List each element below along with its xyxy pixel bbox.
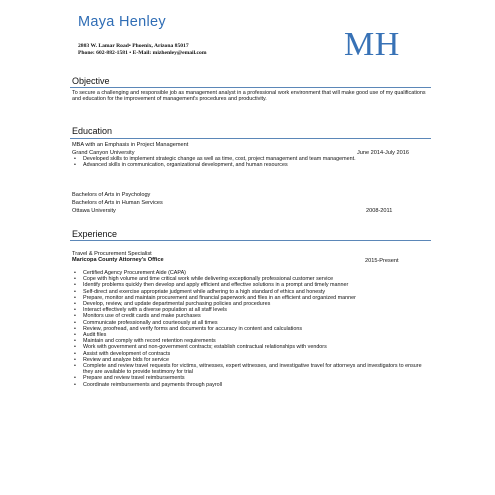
list-item: • Coordinate reimbursements and payments through payroll [72,382,430,388]
degree-psychology: Bachelors of Arts in Psychology [72,192,151,198]
contact-block [78,43,207,57]
list-item: • Complete and review travel requests for victims, witnesses, expert witnesses, and investigative travel for attorneys and investigators to ensure they are available to provide testimony for trial [72,363,430,375]
school-ottawa: Ottawa University [72,208,116,214]
list-item: • Review, proofread, and verify forms and documents for accuracy in content and calculations [72,326,430,332]
school-gcu: Grand Canyon University [72,150,135,156]
list-item: • Developed skills to implement strategic change as well as time, cost, project management and team management. [72,156,430,162]
experience-bullets [72,270,430,388]
degree-mba: MBA with an Emphasis in Project Management [72,142,189,148]
list-item: • Develop, review, and update departmental purchasing policies and procedures [72,301,430,307]
objective-text: To secure a challenging and responsible job as management analyst in a professional work environment that will make good use of my qualifications and education for the improvement of management's procedures and productivity. [72,90,426,103]
experience-divider [70,240,431,241]
list-item: • Assist with development of contracts [72,351,430,357]
experience-heading: Experience [72,229,118,239]
list-item: • Prepare, monitor and maintain procurement and financial paperwork and files in an efficient and organized manner [72,295,430,301]
applicant-name: Maya Henley [78,14,166,30]
dates-ottawa: 2008-2011 [366,208,393,214]
dates-gcu: June 2014-July 2016 [357,150,409,156]
education-bullets [72,156,430,168]
list-item: • Work with government and non-government contracts; establish contractual relationships with vendors [72,344,430,350]
degree-human-services: Bachelors of Arts in Human Services [72,200,163,206]
list-item: • Monitors use of credit cards and make purchases [72,313,430,319]
education-divider [70,138,431,139]
list-item: • Cope with high volume and time critical work while delivering exceptionally professional customer service [72,276,430,282]
job-title: Travel & Procurement Specialist [72,251,152,257]
job-dates: 2015-Present [365,258,399,264]
list-item: • Prepare and review travel reimbursements [72,375,430,381]
address-line: 2803 W. Lamar Road• Phoenix, Arizona 85017 [78,43,189,49]
list-item: • Self-direct and exercise appropriate judgment while adhering to a high standard of ethics and honesty [72,289,430,295]
list-item: • Audit files [72,332,430,338]
list-item: • Maintain and comply with record retention requirements [72,338,430,344]
objective-divider [70,87,431,88]
employer-name: Maricopa County Attorney's Office [72,257,164,263]
education-heading: Education [72,126,113,136]
phone-email-line: Phone: 602-882-1581 • E-Mail: mizhenley@email.com [78,50,207,56]
monogram-logo: MH [344,26,400,63]
objective-heading: Objective [72,76,110,86]
list-item: • Interact effectively with a diverse population at all staff levels [72,307,430,313]
list-item: • Review and analyze bids for service [72,357,430,363]
list-item: • Certified Agency Procurement Aide (CAPA) [72,270,430,276]
list-item: • Communicate professionally and courteously at all times [72,320,430,326]
list-item: • Advanced skills in communication, organizational development, and human resources [72,162,430,168]
list-item: • Identify problems quickly then develop and apply efficient and effective solutions in a prompt and timely manner [72,282,430,288]
